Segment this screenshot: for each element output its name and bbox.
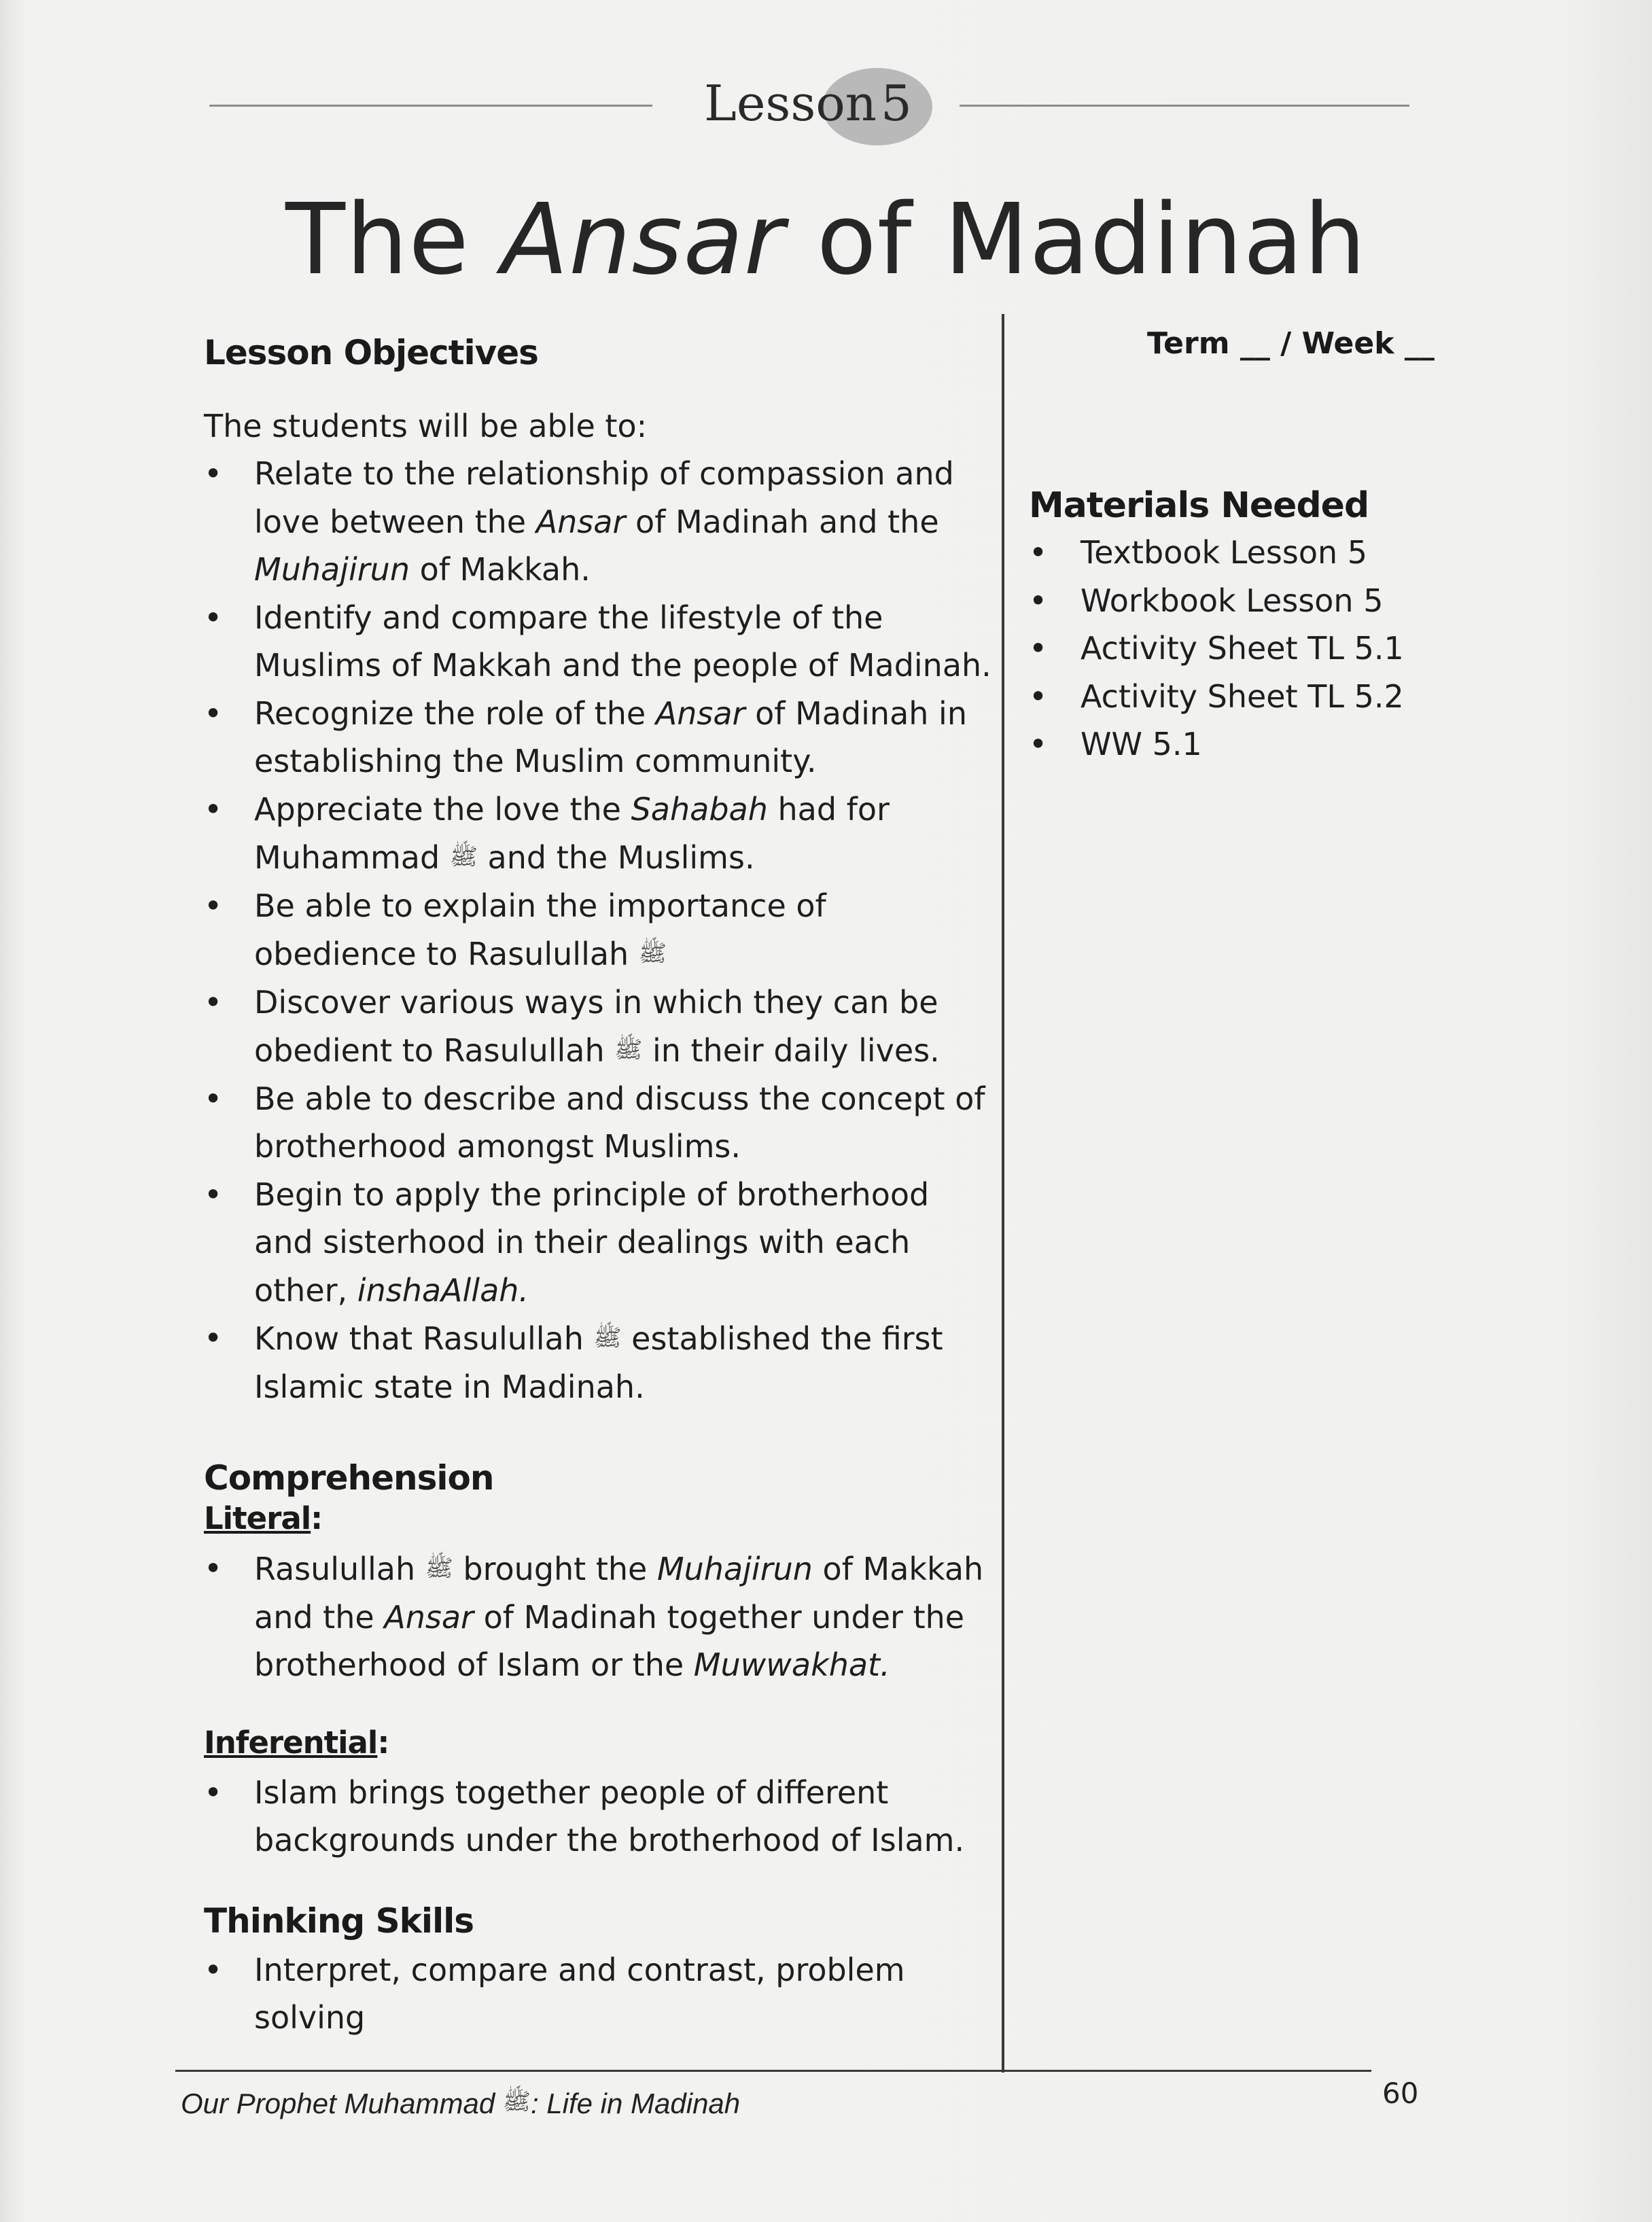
item-text: Identify and compare the lifestyle of the Muslims of Makkah and the people of Madinah. [254,599,991,684]
page-title [0,182,1652,296]
list-item [204,450,992,594]
footer-book-title [181,2087,740,2121]
item-text: Be able to describe and discuss the concept of brotherhood amongst Muslims. [254,1080,985,1165]
salla-symbol-icon: ﷺ [449,843,478,870]
list-item [204,978,992,1075]
list-item [204,594,992,690]
item-emphasis: Muhajirun [254,551,410,588]
footer-text: : Life in Madinah [530,2087,741,2119]
objectives-heading: Lesson Objectives [204,333,538,372]
thinking-skills-list [204,1946,992,2042]
item-text: and the Muslims. [477,839,755,876]
left-column [204,333,992,2042]
item-emphasis: Ansar [384,1598,474,1636]
list-item [204,882,992,978]
list-item: • Islam brings together people of different backgrounds under the brotherhood of Islam. [204,1769,992,1865]
colon: : [311,1500,323,1536]
title-part: of Madinah [784,182,1367,296]
term-week-label: Term __ / Week __ [1147,326,1435,361]
item-text: of Madinah in establishing the Muslim community. [254,694,967,779]
item-text: in their daily lives. [642,1032,940,1069]
item-text: Relate to the relationship of compassion and love between the [254,455,954,540]
page-number: 60 [1382,2077,1419,2110]
literal-label [204,1500,992,1536]
list-item: • Interpret, compare and contrast, problem solving [204,1946,992,2042]
item-text: Appreciate the love the [254,790,631,828]
salla-symbol-icon: ﷺ [638,940,667,967]
list-item [204,786,992,882]
item-text: of Makkah. [409,551,591,588]
list-item [204,1075,992,1171]
item-text: had for Muhammad [254,790,890,876]
list-item [204,690,992,786]
item-text: of Madinah together under the brotherhood of Islam or the [254,1598,965,1683]
item-emphasis: Ansar [535,503,626,540]
list-item [204,1545,992,1689]
item-text: of Madinah and the [625,503,939,540]
list-item: • Activity Sheet TL 5.2 [1029,673,1409,721]
item-text: established the first Islamic state in Madinah. [254,1320,943,1405]
inferential-heading: Inferential [204,1724,378,1761]
item-text: Recognize the role of the [254,694,656,732]
item-text: Know that Rasulullah [254,1320,594,1357]
title-emphasis: Ansar [501,182,785,296]
list-item [204,1171,992,1315]
item-text: brought the [453,1551,657,1587]
column-divider [1002,314,1004,2073]
thinking-skills-heading: Thinking Skills [204,1901,474,1941]
header-rule-right [960,105,1409,107]
item-emphasis: inshaAllah. [357,1271,529,1309]
comprehension-heading: Comprehension [204,1458,494,1498]
footer-text: Our Prophet Muhammad [181,2087,503,2119]
salla-symbol-icon: ﷺ [593,1324,622,1352]
list-item: • Workbook Lesson 5 [1029,577,1409,625]
objectives-list [204,450,992,1411]
item-emphasis: Muhajirun [656,1551,813,1587]
list-item: • WW 5.1 [1029,720,1409,769]
item-text: Rasulullah [254,1551,425,1587]
lesson-label: Lesson [704,75,877,132]
item-text: Be able to explain the importance of obedience to Rasulullah [254,887,826,972]
header-rule-left [209,105,652,107]
item-text: of Makkah and the [254,1551,984,1636]
list-item: • Textbook Lesson 5 [1029,529,1409,577]
footer-rule [175,2070,1371,2072]
materials-list [1029,529,1409,769]
list-item [204,1314,992,1411]
salla-symbol-icon: ﷺ [502,2089,531,2115]
literal-heading: Literal [204,1500,311,1536]
colon: : [377,1724,389,1761]
item-emphasis: Ansar [655,694,745,732]
item-emphasis: Muwwakhat. [693,1646,890,1683]
objectives-intro: The students will be able to: [204,408,648,444]
inferential-list [204,1769,992,1865]
title-part: The [285,182,502,296]
literal-list [204,1545,992,1689]
materials-heading: Materials Needed [1029,485,1369,526]
salla-symbol-icon: ﷺ [614,1036,643,1063]
list-item: • Activity Sheet TL 5.1 [1029,624,1409,673]
right-column [1029,485,1409,769]
item-text: Discover various ways in which they can be obedient to Rasulullah [254,983,938,1069]
lesson-number: 5 [881,75,912,132]
item-text: Begin to apply the principle of brotherhood and sisterhood in their dealings with each other, [254,1176,930,1309]
item-emphasis: Sahabah [631,790,768,828]
inferential-label [204,1725,992,1761]
salla-symbol-icon: ﷺ [425,1555,453,1582]
